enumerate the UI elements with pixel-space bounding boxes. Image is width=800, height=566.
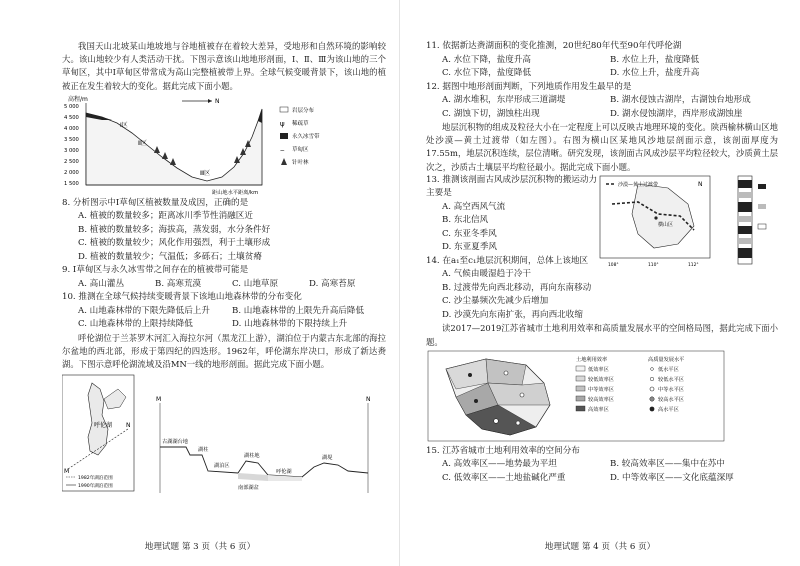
- fig2-m-profile: M: [156, 396, 162, 404]
- q10-option-d[interactable]: D. 山地森林带的下限持续上升: [232, 319, 348, 330]
- fig1-y-ticks: [64, 104, 79, 187]
- fig2-n-profile: N: [366, 396, 371, 404]
- q9-option-b[interactable]: B. 高寒荒漠: [155, 278, 202, 289]
- fig1-legend-item: 岩层分布: [292, 107, 315, 114]
- map4-legend-item: 较低效率区: [588, 376, 614, 383]
- q12-option-c[interactable]: C. 湖蚀下切，湖蚀柱出现: [442, 108, 540, 119]
- q12-stem: 12. 据图中地形剖面判断，下列地质作用发生最早的是: [426, 81, 632, 92]
- passage-intro-4: 读2017—2019江苏省城市土地利用效率和高质量发展水平的空间格局图，据此完成下面小题。: [426, 323, 778, 347]
- fig2-n-map: N: [126, 422, 131, 430]
- fig1-zone-2: Ⅱ区: [138, 139, 147, 147]
- fig2-legend-item: 1990年湖泊范围: [78, 484, 113, 490]
- question-11: [426, 40, 778, 81]
- question-14: [426, 255, 598, 323]
- map3-tick: 112°: [688, 262, 699, 268]
- q14-option-a[interactable]: A. 气候由暖湿趋于冷干: [442, 269, 532, 280]
- passage-intro-3: 地层沉积物的组成及粒径大小在一定程度上可以反映古地理环境的变化。陕西榆林横山区地处沙漠—黄土过渡带（如左图）。右图为横山区某地风沙地层剖面示意，该剖面厚度为17.55m，地层沉积连续，层位清晰。研究发现，该剖面古风成沙层平均粒径较大，沙质黄土层次之，沙质古土壤层平均粒径最小。据此完成下面小题。: [426, 122, 778, 172]
- q12-option-a[interactable]: A. 湖水堆积，东岸形成三道湖堤: [442, 95, 566, 105]
- map4-legend-title-1: 土地利用效率: [576, 356, 608, 363]
- fig1-north: N: [215, 97, 220, 105]
- q15-option-c[interactable]: C. 低效率区——土地盐碱化严重: [442, 472, 566, 483]
- q13-stem: 13. 推测该剖面古风成沙层沉积物的搬运动力主要是: [426, 174, 598, 199]
- q12-option-d[interactable]: D. 湖水侵蚀湖岸，西岸形成湖蚀崖: [610, 108, 743, 119]
- fig1-y-label: 高程/m: [68, 95, 88, 103]
- map3-legend: 沙漠—黄土过渡带: [618, 181, 659, 188]
- q9-option-c[interactable]: C. 山地草原: [232, 278, 279, 289]
- map3-region: [632, 184, 694, 248]
- question-13-14-block: [426, 174, 778, 323]
- question-9: [62, 264, 386, 291]
- map4-legend-1: [576, 355, 614, 413]
- q11-option-c[interactable]: C. 水位下降，盐度降低: [442, 68, 532, 78]
- map3-tick: 108°: [608, 262, 619, 268]
- fig2-profile-line: [160, 447, 368, 477]
- q14-option-c[interactable]: C. 沙尘暴频次先减少后增加: [442, 296, 549, 307]
- fig1-ytick: 1 500: [64, 180, 79, 187]
- fig1-x-label: 距山地水平距离/km: [212, 189, 259, 196]
- fig1-legend-item: 稀疏草: [292, 120, 309, 127]
- q9-stem: 9. Ⅰ草甸区与永久冰雪带之间存在的植被带可能是: [62, 265, 249, 276]
- question-8: [62, 197, 386, 265]
- map4-legend-item: 中等效率区: [588, 386, 614, 393]
- map3-ticks: [608, 262, 699, 268]
- svg-text:ψ: ψ: [280, 119, 285, 128]
- fig1-ytick: 4 000: [64, 125, 79, 132]
- fig1-zone-3: Ⅲ区: [200, 169, 211, 177]
- fig1-legend-item: 永久冰雪带: [292, 133, 320, 140]
- fig1-ytick: 2 000: [64, 169, 79, 176]
- figure-hulun-lake: [62, 371, 382, 499]
- q13-option-b[interactable]: B. 东北信风: [442, 215, 489, 226]
- fig2-label: 湖柱地: [244, 453, 260, 460]
- map4-legend-item: 高水平区: [658, 406, 679, 413]
- fig1-ytick: 3 000: [64, 147, 79, 154]
- q10-option-b[interactable]: B. 山地森林带的上限先升高后降低: [232, 305, 365, 316]
- q11-option-a[interactable]: A. 水位下降，盐度升高: [442, 54, 532, 65]
- q9-option-d[interactable]: D. 高寒苔原: [309, 278, 356, 289]
- fig2-label: 湖柱: [198, 447, 209, 454]
- q15-option-b[interactable]: B. 较高效率区——集中在苏中: [610, 459, 725, 470]
- fig2-legend-item: 1982年湖泊范围: [78, 476, 113, 482]
- fig2-label: 古湖湖台地: [162, 439, 188, 446]
- q15-option-a[interactable]: A. 高效率区——地势最为平坦: [442, 459, 557, 470]
- fig1-ytick: 2 500: [64, 158, 79, 165]
- fig2-label: 湖泊区: [214, 463, 230, 470]
- q13-option-c[interactable]: C. 东亚冬季风: [442, 228, 497, 239]
- footer-page-4: 地理试题 第 4 页（共 6 页）: [544, 542, 656, 552]
- q8-option-d[interactable]: D. 植被的数量较少；气温低；多砾石；土壤贫瘠: [78, 251, 262, 262]
- map4-legend-item: 较高水平区: [658, 396, 684, 403]
- q14-option-b[interactable]: B. 过渡带先向西北移动，再向东南移动: [442, 282, 592, 293]
- fig1-ytick: 5 000: [64, 103, 79, 110]
- fig2-label: 南部湖盆: [238, 485, 259, 492]
- q10-stem: 10. 推测在全球气候持续变暖背景下该地山地森林带的分布变化: [62, 292, 302, 303]
- map4-legend-item: 高效率区: [588, 406, 609, 413]
- q15-option-d[interactable]: D. 中等效率区——文化底蕴深厚: [610, 472, 734, 483]
- fig2-lake-label: 呼伦湖: [94, 422, 113, 430]
- q8-stem: 8. 分析图示中Ⅰ草甸区植被数量及成因，正确的是: [62, 197, 249, 208]
- fig1-ytick: 3 500: [64, 136, 79, 143]
- q8-option-b[interactable]: B. 植被的数量较多；海拔高，蒸发弱，水分条件好: [78, 224, 271, 235]
- svg-text:⌢: ⌢: [280, 145, 285, 154]
- fig2-lake: [88, 383, 108, 455]
- fig1-legend-item: 针叶林: [292, 159, 309, 166]
- fig1-legend: [280, 106, 320, 166]
- fig2-m-map: M: [64, 468, 70, 476]
- fig2-legend: [66, 474, 113, 489]
- fig1-ytick: 4 500: [64, 114, 79, 121]
- q8-option-c[interactable]: C. 植被的数量较少；风化作用强烈，利于土壤形成: [78, 238, 271, 249]
- q8-option-a[interactable]: A. 植被的数量较多；距离冰川季节性消融区近: [78, 211, 253, 222]
- map4-legend-item: 较高效率区: [588, 396, 614, 403]
- fig2-profile-labels: [162, 437, 333, 491]
- fig1-zone-1: Ⅰ区: [120, 121, 128, 129]
- figure-jiangsu-map: [426, 349, 726, 445]
- q13-option-d[interactable]: D. 东亚夏季风: [442, 242, 498, 253]
- q14-stem: 14. 在a₁至c₁地层沉积期间，总体上该地区: [426, 255, 589, 266]
- fig1-trees: [154, 140, 251, 165]
- map4-legend-item: 低水平区: [658, 366, 679, 373]
- fig1-ice-right: [258, 109, 262, 123]
- question-12: [426, 81, 778, 122]
- footer-page-3: 地理试题 第 3 页（共 6 页）: [144, 542, 256, 552]
- q9-option-a[interactable]: A. 高山灌丛: [78, 278, 125, 289]
- q10-option-c[interactable]: C. 山地森林带的上限持续降低: [78, 319, 193, 330]
- map4-legend-item: 中等水平区: [658, 386, 684, 393]
- question-10: [62, 291, 386, 332]
- map4-legend-item: 较低水平区: [658, 376, 684, 383]
- q10-option-a[interactable]: A. 山地森林带的下限先降低后上升: [78, 305, 210, 316]
- question-15: [426, 445, 778, 486]
- fig1-legend-item: 草甸区: [292, 146, 309, 153]
- strata-column: [738, 176, 766, 264]
- figure-hengshan-map-profile: [598, 174, 778, 270]
- page-4: [400, 0, 800, 566]
- q11-option-b[interactable]: B. 水位上升，盐度降低: [610, 54, 700, 65]
- map3-tick: 110°: [648, 262, 659, 268]
- q11-option-d[interactable]: D. 水位上升，盐度升高: [610, 68, 700, 78]
- q12-option-b[interactable]: B. 湖水侵蚀古湖岸，古湖蚀台地形成: [610, 95, 751, 105]
- q11-stem: 11. 依据新达赉湖面积的变化推测，20世纪80年代至90年代呼伦湖: [426, 41, 682, 51]
- q13-option-a[interactable]: A. 高空西风气流: [442, 201, 506, 212]
- map4-legend-2: [648, 355, 684, 413]
- fig2-label: 湖堤: [322, 455, 333, 462]
- question-13: [426, 174, 598, 255]
- map3-north: N: [698, 180, 703, 188]
- q15-stem: 15. 江苏省城市土地利用效率的空间分布: [426, 445, 580, 456]
- map4-legend-item: 低效率区: [588, 366, 609, 373]
- figure-terrain-profile: [62, 93, 362, 197]
- q14-option-d[interactable]: D. 沙漠先向东南扩张，再向西北收缩: [442, 309, 583, 320]
- fig2-label: 呼伦湖: [276, 469, 292, 476]
- fig1-terrain: [86, 109, 262, 185]
- map4-legend-title-2: 高质量发展水平: [648, 356, 685, 363]
- passage-intro-2: 呼伦湖位于兰茶罗木河汇入海拉尔河（黑龙江上游），湖泊位于内蒙古东北部的海拉尔盆地的西北部，形成于第四纪的四迭形。1962年，呼伦湖东岸决口，形成了新达赉湖。下图示意呼伦湖流域及沿MN一线的地形剖面。据此完成下面小题。: [62, 332, 386, 370]
- passage-intro-1: 我国天山北坡某山地坡地与谷地植被存在着较大差异，受地形和自然环境的影响较大。该山地较少有人类活动干扰。下图示意该山地地形剖面，Ⅰ、Ⅱ、Ⅲ为该山地的三个草甸区，其中Ⅰ草甸区带常成为高山完整植被带上界。全球气候变暖背景下，该山地的植被正在发生着较大的变化。据此完成下面小题。: [62, 41, 386, 91]
- map3-place: 横山区: [658, 221, 674, 228]
